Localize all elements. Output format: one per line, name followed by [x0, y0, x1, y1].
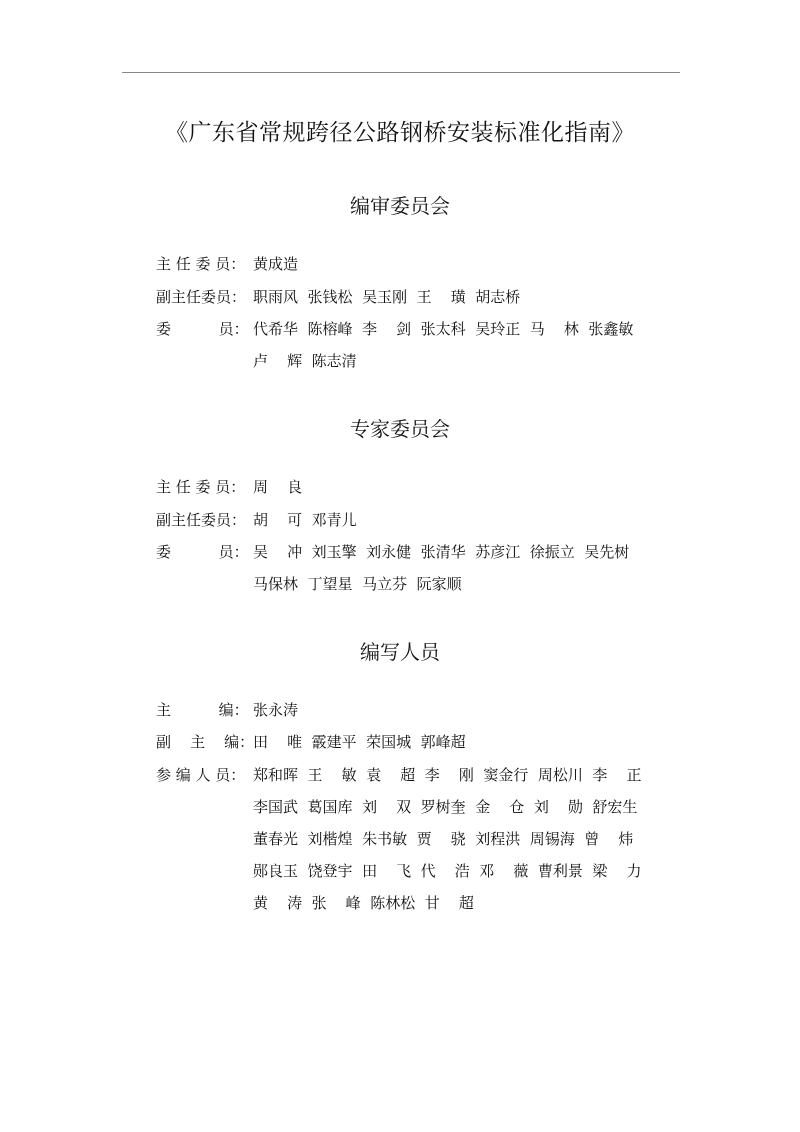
header-rule: [122, 72, 680, 73]
writers-contributors-line: 黄 涛 张 峰 陈林松 甘 超: [253, 894, 474, 912]
writers-chief-label: 主 编：: [156, 701, 249, 719]
writers-contributors-label: 参 编 人 员：: [156, 766, 246, 784]
expert-committee-heading: 专家委员会: [350, 417, 450, 441]
writers-contributors-line: 李国武 葛国库 刘 双 罗树奎 金 仓 刘 勋 舒宏生: [253, 798, 638, 816]
review-deputy-names: 职雨风 张钱松 吴玉刚 王 璜 胡志桥: [253, 288, 521, 306]
expert-deputy-label: 副主任委员：: [156, 511, 247, 529]
expert-deputy-names: 胡 可 邓青儿: [253, 511, 357, 529]
writers-deputy-names: 田 唯 霰建平 荣国城 郭峰超: [253, 733, 466, 751]
review-members-label: 委 员：: [156, 320, 249, 338]
review-director-names: 黄成造: [253, 255, 299, 273]
review-members-line: 代希华 陈榕峰 李 剑 张太科 吴玲正 马 林 张鑫敏: [253, 320, 634, 338]
review-members-line: 卢 辉 陈志清: [253, 352, 357, 370]
expert-director-label: 主 任 委 员：: [156, 478, 246, 496]
writers-contributors-line: 郧良玉 饶登宇 田 飞 代 浩 邓 薇 曹利景 梁 力: [253, 862, 642, 880]
writers-deputy-label: 副 主 编：: [156, 733, 255, 751]
writers-contributors-line: 郑和晖 王 敏 袁 超 李 刚 窦金行 周松川 李 正: [253, 766, 642, 784]
review-director-label: 主 任 委 员：: [156, 255, 246, 273]
expert-members-line: 吴 冲 刘玉擎 刘永健 张清华 苏彦江 徐振立 吴先树: [253, 543, 630, 561]
writers-contributors-line: 董春光 刘楷煌 朱书敏 贾 骁 刘程洪 周锡海 曾 炜: [253, 830, 634, 848]
expert-members-line: 马保林 丁望星 马立芬 阮家顺: [253, 575, 462, 593]
review-deputy-label: 副主任委员：: [156, 288, 247, 306]
writers-chief-names: 张永涛: [253, 701, 299, 719]
review-committee-heading: 编审委员会: [350, 194, 450, 218]
writers-heading: 编写人员: [360, 640, 440, 664]
expert-members-label: 委 员：: [156, 543, 249, 561]
expert-director-names: 周 良: [253, 478, 303, 496]
document-title: 《广东省常规跨径公路钢桥安装标准化指南》: [165, 120, 635, 146]
